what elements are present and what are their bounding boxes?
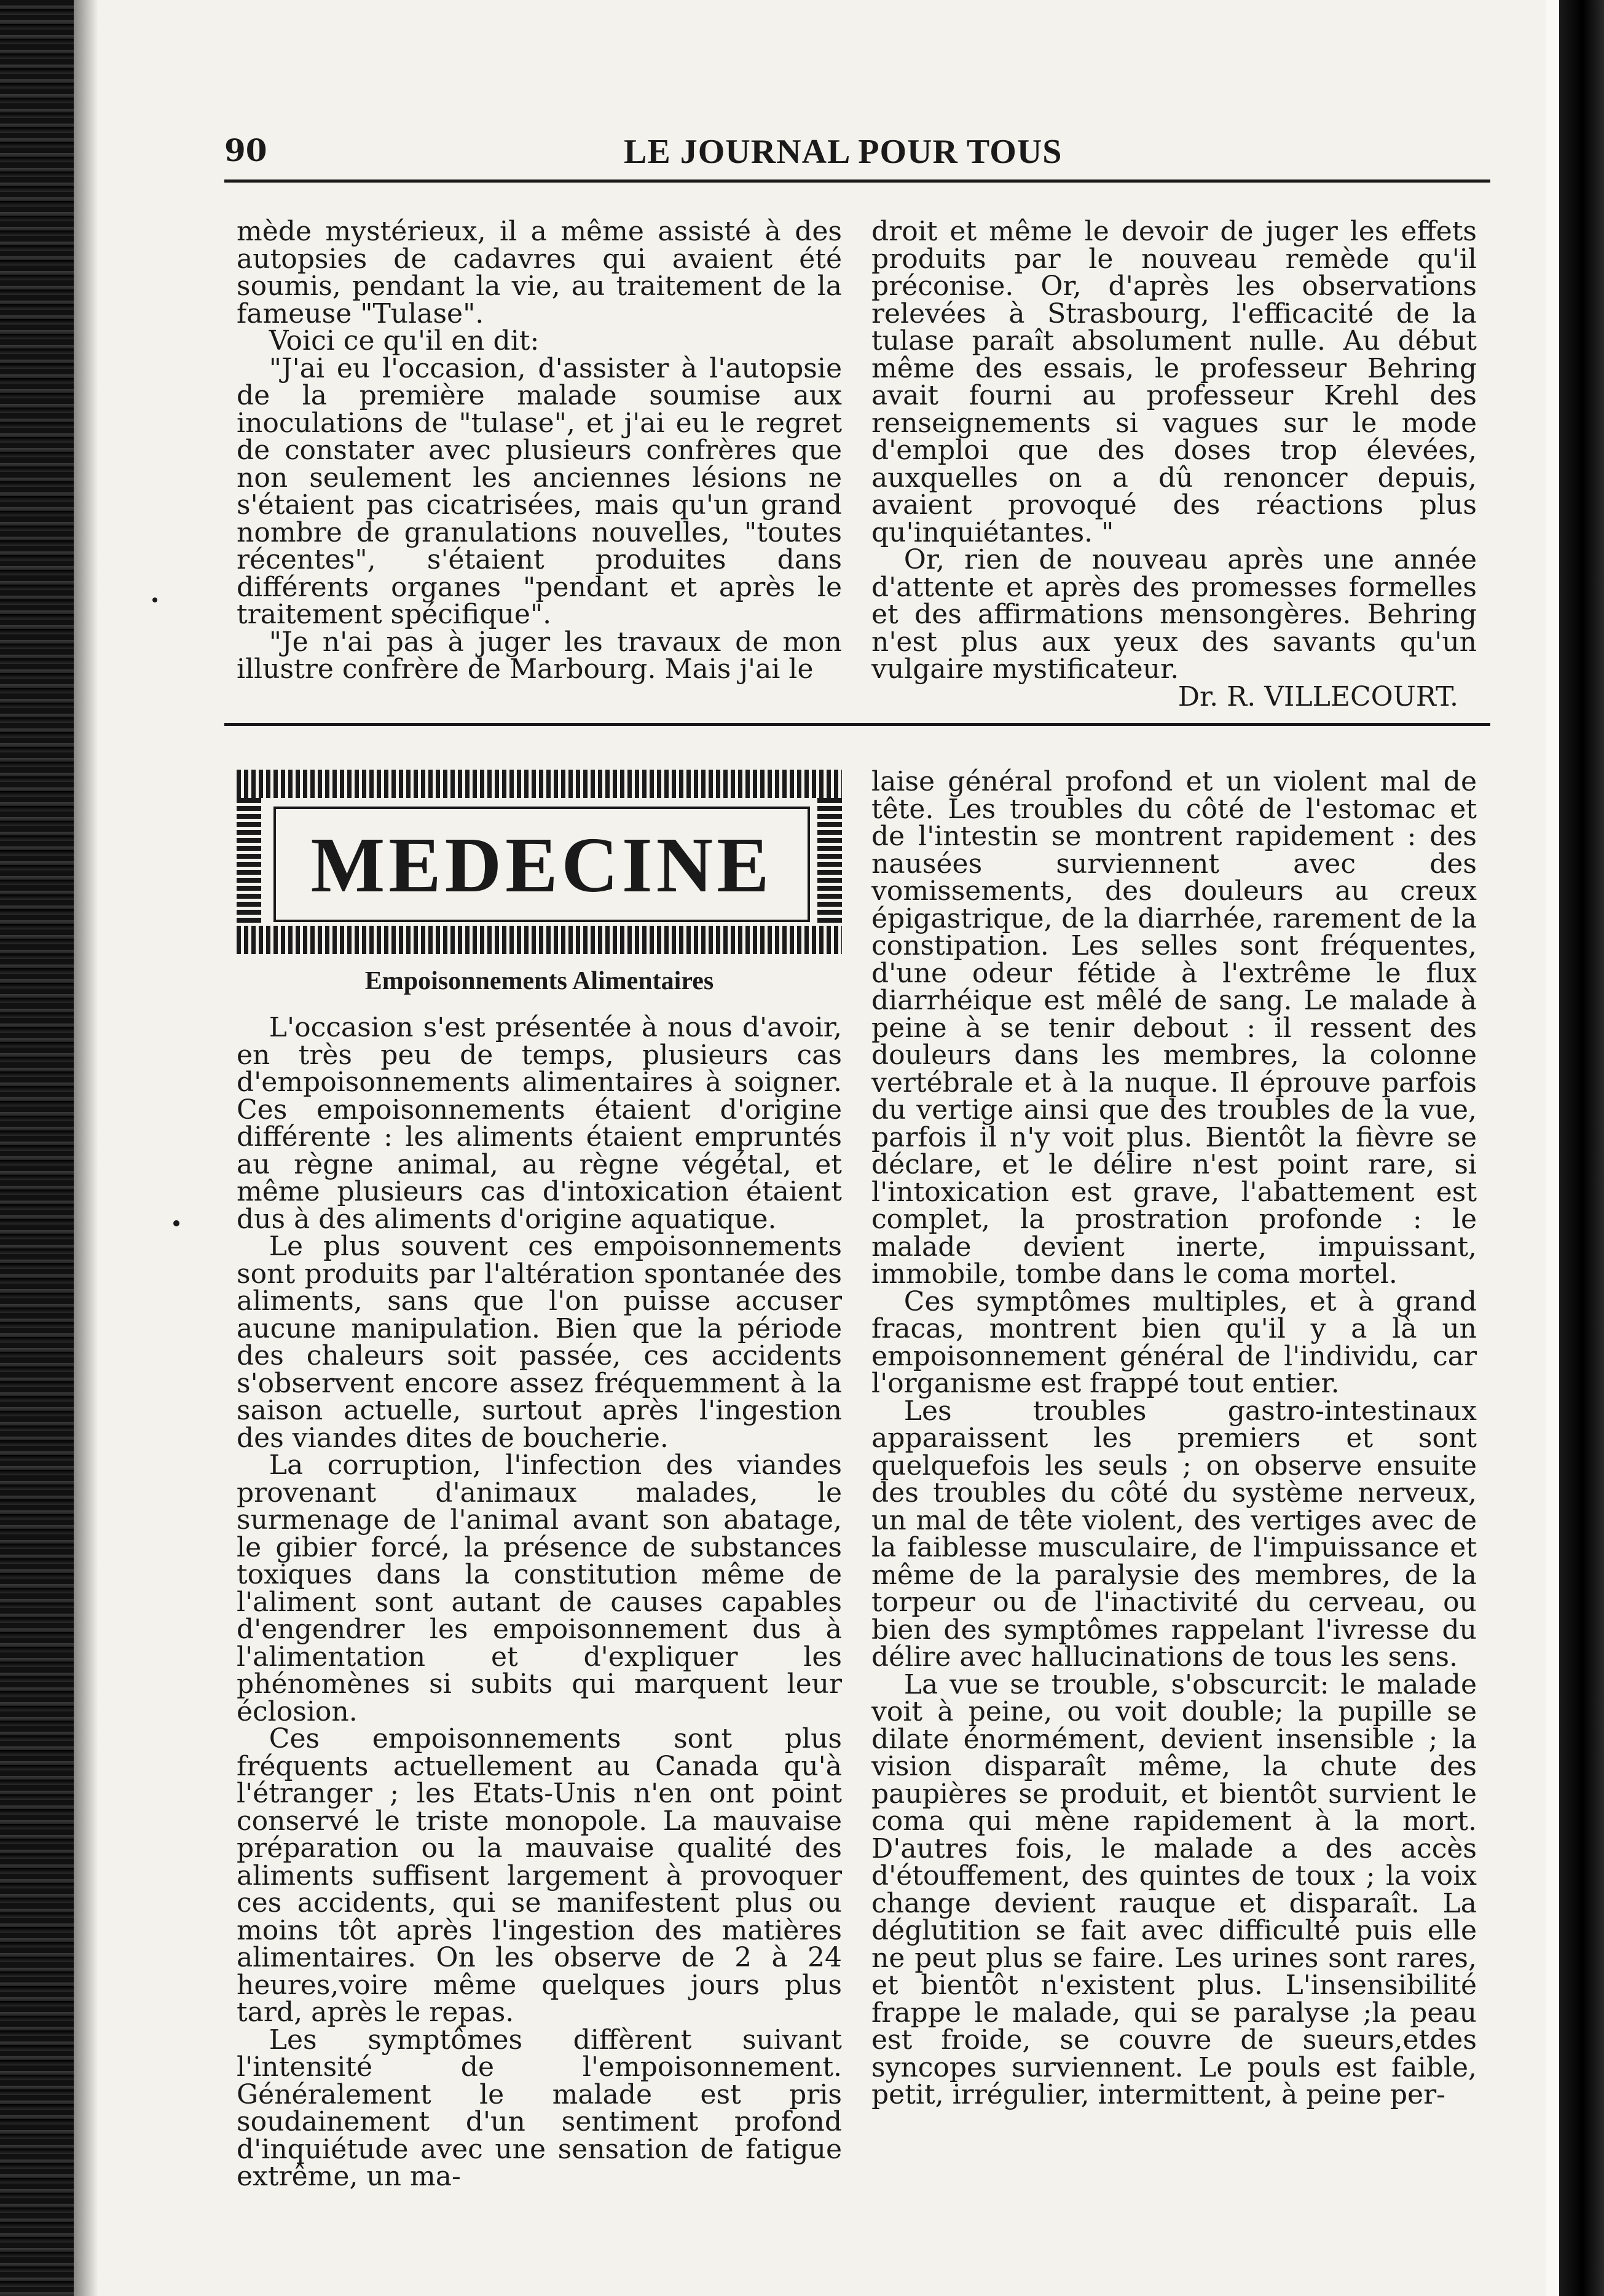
medecine-right-column	[871, 768, 1477, 2109]
paragraph: La vue se trouble, s'obscurcit: le malade voit à peine, ou voit double; la pupille se dilate énormément, devient insensible ; la vision disparaît même, la chute des paupières se produit, et bientôt survient le coma qui mène rapidement à la mort. D'autres fois, le malade a des accès d'étouffement, des quintes de toux ; la voix change devient rauque et disparaît. La déglutition se fait avec difficulté puis elle ne peut plus se faire. Les urines sont rares, et bientôt n'existent plus. L'insensibilité frappe le malade, qui se paralyse ;la peau est froide, se couvre de sueurs,etdes syncopes surviennent. Le pouls est faible, petit, irrégulier, intermittent, à peine per-	[871, 1668, 1477, 2110]
medecine-left-column	[237, 1014, 842, 2191]
paragraph: Les troubles gastro-intestinaux apparaissent les premiers et sont quelquefois les seuls ; on observe ensuite des troubles du côté du système nerveux, un mal de tête violent, des vertiges avec de la faiblesse musculaire, de l'impuissance et même de la paralysie des membres, de la torpeur ou de l'inactivité du cerveau, ou bien des symptômes rappelant l'ivresse du délire avec hallucinations de tous les sens.	[871, 1395, 1477, 1673]
paragraph: Ces empoisonnements sont plus fréquents actuellement au Canada qu'à l'étranger ; les Etats-Unis n'en ont point conservé le triste monopole. La mauvaise préparation ou la mauvaise qualité des aliments suffisent largement à provoquer ces accidents, qui se manifestent plus ou moins tôt après l'ingestion des matières alimentaires. On les observe de 2 à 24 heures,voire même quelques jours plus tard, après le repas.	[237, 1723, 842, 2028]
top-article-right-column	[871, 218, 1477, 711]
paragraph: laise général profond et un violent mal de tête. Les troubles du côté de l'estomac et de l'intestin se montrent rapidement : des nausées surviennent avec des vomissements, des douleurs au creux épigastrique, de la diarrhée, rarement de la constipation. Les selles sont fréquentes, d'une odeur fétide à l'extrême le flux diarrhéique est mêlé de sang. Le malade à peine à se tenir debout : il ressent des douleurs dans les membres, la colonne vertébrale et à la nuque. Il éprouve parfois du vertige ainsi que des troubles de la vue, parfois il n'y voit plus. Bientôt la fièvre se déclare, et le délire n'est point rare, si l'intoxication est grave, l'abattement est complet, la prostration profonde : le malade devient inerte, impuissant, immobile, tombe dans le coma mortel.	[871, 766, 1477, 1290]
paragraph: Voici ce qu'il en dit:	[269, 325, 540, 357]
top-article-left-column	[237, 218, 842, 684]
paragraph: "J'ai eu l'occasion, d'assister à l'autopsie de la première malade soumise aux inoculations de "tulase", et j'ai eu le regret de constater avec plusieurs confrères que non seulement les anciennes lésions ne s'étaient pas cicatrisées, mais qu'un grand nombre de granulations nouvelles, "toutes récentes", s'étaient produites dans différents organes "pendant et après le traitement spécifique".	[237, 352, 842, 630]
scan-left-edge	[0, 0, 74, 2296]
section-banner	[237, 770, 842, 954]
ornamental-border-right	[817, 798, 842, 926]
header-rule	[224, 179, 1490, 183]
paragraph: mède mystérieux, il a même assisté à des autopsies de cadavres qui avaient été soumis, pendant la vie, au traitement de la fameuse "Tulase".	[237, 216, 842, 329]
ornamental-border-bottom	[237, 926, 842, 954]
paragraph: Or, rien de nouveau après une année d'attente et après des promesses formelles et des affirmations mensongères. Behring n'est plus aux yeux des savants qu'un vulgaire mystificateur.	[871, 544, 1477, 685]
page-header	[224, 126, 1484, 181]
ornamental-border-left	[237, 798, 261, 926]
paragraph: Ces symptômes multiples, et à grand fracas, montrent bien qu'il y a là un empoisonnement général de l'individu, car l'organisme est frappé tout entier.	[871, 1285, 1477, 1399]
paragraph: "Je n'ai pas à juger les travaux de mon illustre confrère de Marbourg. Mais j'ai le	[237, 626, 842, 685]
ink-speck	[173, 1220, 179, 1226]
page-number: 90	[224, 132, 267, 168]
article-subtitle: Empoisonnements Alimentaires	[364, 967, 714, 995]
paragraph: L'occasion s'est présentée à nous d'avoir, en très peu de temps, plusieurs cas d'empoisonnements alimentaires à soigner. Ces empoisonnements étaient d'origine différente : les aliments étaient empruntés au règne animal, au règne végétal, et même plusieurs cas d'intoxication étaient dus à des aliments d'origine aquatique.	[237, 1012, 842, 1235]
paragraph: Les symptômes diffèrent suivant l'intensité de l'empoisonnement. Généralement le malade est pris soudainement d'un sentiment profond d'inquiétude avec une sensation de fatigue extrême, un ma-	[237, 2024, 842, 2192]
ornamental-border-top	[237, 770, 842, 798]
paragraph: La corruption, l'infection des viandes provenant d'animaux malades, le surmenage de l'animal avant son abatage, le gibier forcé, la présence de substances toxiques dans la constitution même de l'aliment sont autant de causes capables d'engendrer les empoisonnement dus à l'alimentation et d'expliquer les phénomènes si subits qui marquent leur éclosion.	[237, 1450, 842, 1727]
signature: Dr. R. VILLECOURT.	[1177, 681, 1458, 712]
banner-frame	[273, 807, 810, 922]
paragraph: droit et même le devoir de juger les effets produits par le nouveau remède qu'il préconise. Or, d'après les observations relevées à Strasbourg, l'efficacité de la tulase paraît absolument nulle. Au début même des essais, le professeur Behring avait fourni au professeur Krehl des renseignements si vagues sur le mode d'emploi que des doses trop élevées, auxquelles on a dû renoncer depuis, avaient provoqué des réactions plus qu'inquiétantes. "	[871, 216, 1477, 548]
ink-speck	[152, 598, 157, 602]
section-rule	[224, 723, 1490, 726]
running-title: LE JOURNAL POUR TOUS	[624, 133, 1063, 171]
paragraph: Le plus souvent ces empoisonnements sont produits par l'altération spontanée des aliments, sans que l'on puisse accuser aucune manipulation. Bien que la période des chaleurs soit passée, ces accidents s'observent encore assez fréquemment à la saison actuelle, surtout après l'ingestion des viandes dites de boucherie.	[237, 1231, 842, 1454]
scan-right-edge	[1546, 0, 1604, 2296]
section-title: MEDECINE	[310, 821, 773, 909]
